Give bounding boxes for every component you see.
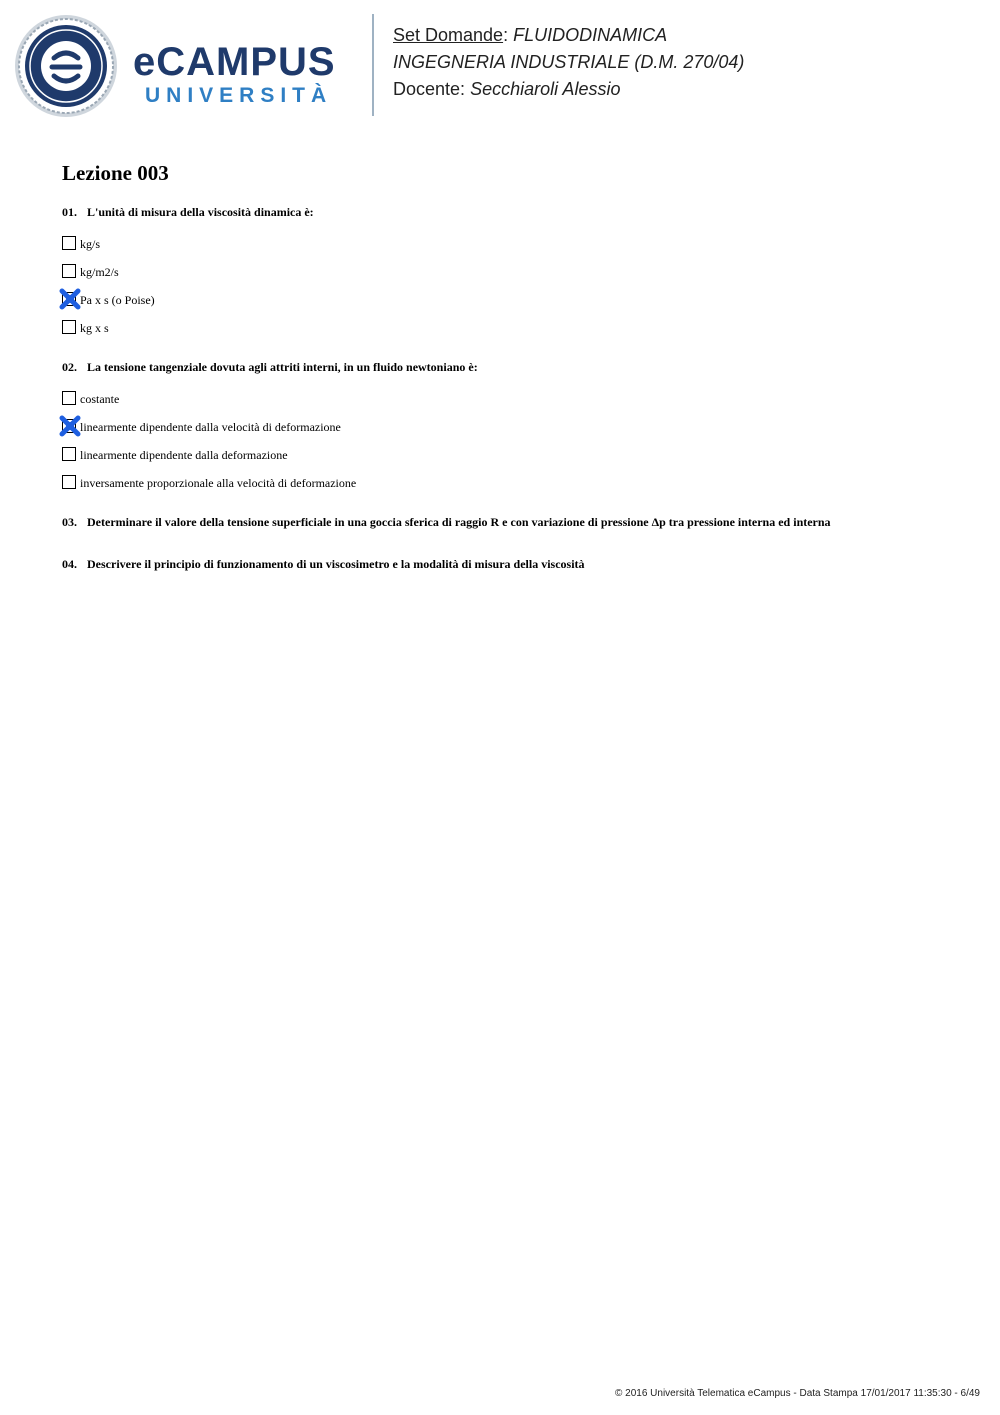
option-kg-s[interactable] — [62, 230, 962, 258]
course-line — [393, 49, 744, 76]
question-01 — [62, 204, 962, 220]
lesson-title: Lezione 003 — [62, 161, 169, 185]
question-02 — [62, 359, 962, 375]
question-number: 01. — [62, 205, 77, 219]
set-value: FLUIDODINAMICA — [513, 25, 668, 45]
page-footer: © 2016 Università Telematica eCampus - Data Stampa 17/01/2017 11:35:30 - 6/49 — [615, 1388, 980, 1399]
checked-mark-icon — [59, 288, 81, 310]
question-number: 04. — [62, 557, 77, 571]
option-pa-x-s[interactable] — [62, 286, 962, 314]
logo-main-text: eCAMPUS — [133, 40, 336, 84]
set-line: Set Domande: FLUIDODINAMICA — [393, 25, 668, 45]
question-text: La tensione tangenziale dovuta agli attriti interni, in un fluido newtoniano è: — [87, 360, 478, 374]
teacher-name: Secchiaroli Alessio — [470, 79, 621, 99]
option-label: linearmente dipendente dalla deformazione — [80, 448, 288, 462]
options-list-01 — [62, 230, 962, 342]
option-label: kg/s — [80, 237, 101, 251]
question-set — [62, 158, 962, 598]
option-inverse-strain-rate[interactable] — [62, 469, 962, 497]
question-03 — [62, 514, 962, 530]
options-list-02 — [62, 385, 962, 497]
ecampus-logo — [133, 40, 336, 114]
question-number: 02. — [62, 360, 77, 374]
option-label: kg x s — [80, 321, 109, 335]
logo-sub-text: UNIVERSITÀ — [145, 84, 333, 107]
set-info — [393, 22, 744, 103]
question-number: 03. — [62, 515, 77, 529]
checkbox-icon[interactable] — [62, 236, 76, 250]
university-seal-icon — [14, 14, 118, 118]
option-kg-m2-s[interactable] — [62, 258, 962, 286]
checkbox-icon[interactable] — [62, 391, 76, 405]
option-kg-x-s[interactable] — [62, 314, 962, 342]
question-04 — [62, 556, 962, 572]
option-label: Pa x s (o Poise) — [80, 293, 155, 307]
teacher-line — [393, 76, 744, 103]
checkbox-icon[interactable] — [62, 475, 76, 489]
question-text: Determinare il valore della tensione superficiale in una goccia sferica di raggio R e con variazione di pressione Δp tra pressione interna ed interna — [87, 515, 831, 529]
option-label: linearmente dipendente dalla velocità di deformazione — [80, 420, 341, 434]
question-text: L'unità di misura della viscosità dinamica è: — [87, 205, 314, 219]
option-label: inversamente proporzionale alla velocità di deformazione — [80, 476, 357, 490]
header-divider — [372, 14, 374, 116]
option-linear-strain[interactable] — [62, 441, 962, 469]
course-name: INGEGNERIA INDUSTRIALE (D.M. 270/04) — [393, 52, 745, 72]
checkbox-icon[interactable] — [62, 264, 76, 278]
question-text: Descrivere il principio di funzionamento di un viscosimetro e la modalità di misura della viscosità — [87, 557, 585, 571]
checked-mark-icon — [59, 415, 81, 437]
option-label: kg/m2/s — [80, 265, 119, 279]
checkbox-icon[interactable] — [62, 447, 76, 461]
page-header — [0, 0, 1000, 130]
teacher-label: Docente: — [393, 79, 466, 99]
option-costante[interactable] — [62, 385, 962, 413]
set-label: Set Domande — [393, 25, 504, 45]
option-label: costante — [80, 392, 120, 406]
checkbox-icon[interactable] — [62, 320, 76, 334]
option-linear-strain-rate[interactable] — [62, 413, 962, 441]
